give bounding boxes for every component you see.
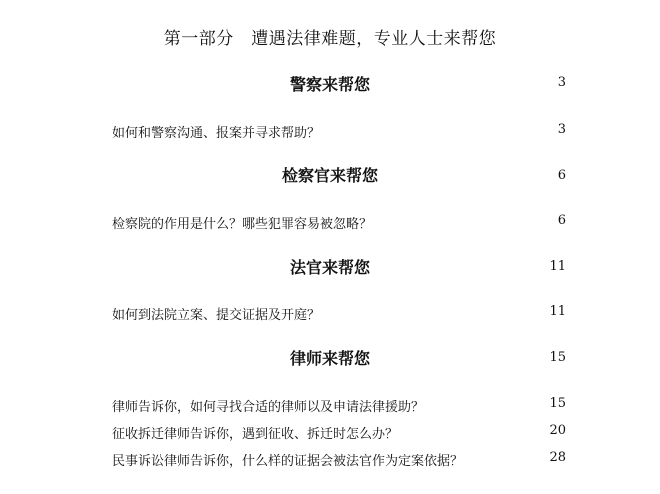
toc-entry-page: 28: [549, 450, 566, 465]
section-page-prosecutor: 6: [557, 168, 566, 183]
toc-entry-page: 11: [549, 304, 566, 319]
toc-entry: [112, 304, 566, 323]
toc-entry-title: 如何到法院立案、提交证据及开庭？: [112, 308, 321, 323]
section-title-judge: 法官来帮您: [289, 258, 370, 277]
toc-entry-page: 3: [557, 122, 566, 137]
toc-entry-page: 20: [549, 423, 566, 438]
toc-entry: [112, 213, 566, 232]
toc-entry-title: 如何和警察沟通、报案并寻求帮助？: [112, 126, 321, 141]
toc-entry-page: 15: [549, 396, 566, 411]
toc-entry-page: 6: [557, 213, 566, 228]
part-title: 第一部分 遭遇法律难题，专业人士来帮您: [163, 29, 497, 49]
section-page-police: 3: [557, 75, 566, 90]
toc-entry: [112, 423, 566, 442]
section-title-prosecutor: 检察官来帮您: [281, 166, 378, 185]
toc-entry-title: 检察院的作用是什么？哪些犯罪容易被忽略？: [112, 217, 373, 232]
toc-entry-title: 征收拆迁律师告诉你，遇到征收、拆迁时怎么办？: [112, 427, 399, 442]
toc-entry: [112, 450, 566, 469]
section-title-lawyer: 律师来帮您: [289, 349, 370, 368]
toc-entry-title: 律师告诉你，如何寻找合适的律师以及申请法律援助？: [112, 400, 425, 415]
toc-entry-title: 民事诉讼律师告诉你，什么样的证据会被法官作为定案依据？: [112, 454, 464, 469]
section-page-judge: 11: [549, 259, 566, 274]
toc-entry: [112, 122, 566, 141]
toc-entry: [112, 396, 566, 415]
section-page-lawyer: 15: [549, 350, 566, 365]
section-title-police: 警察来帮您: [289, 75, 370, 94]
